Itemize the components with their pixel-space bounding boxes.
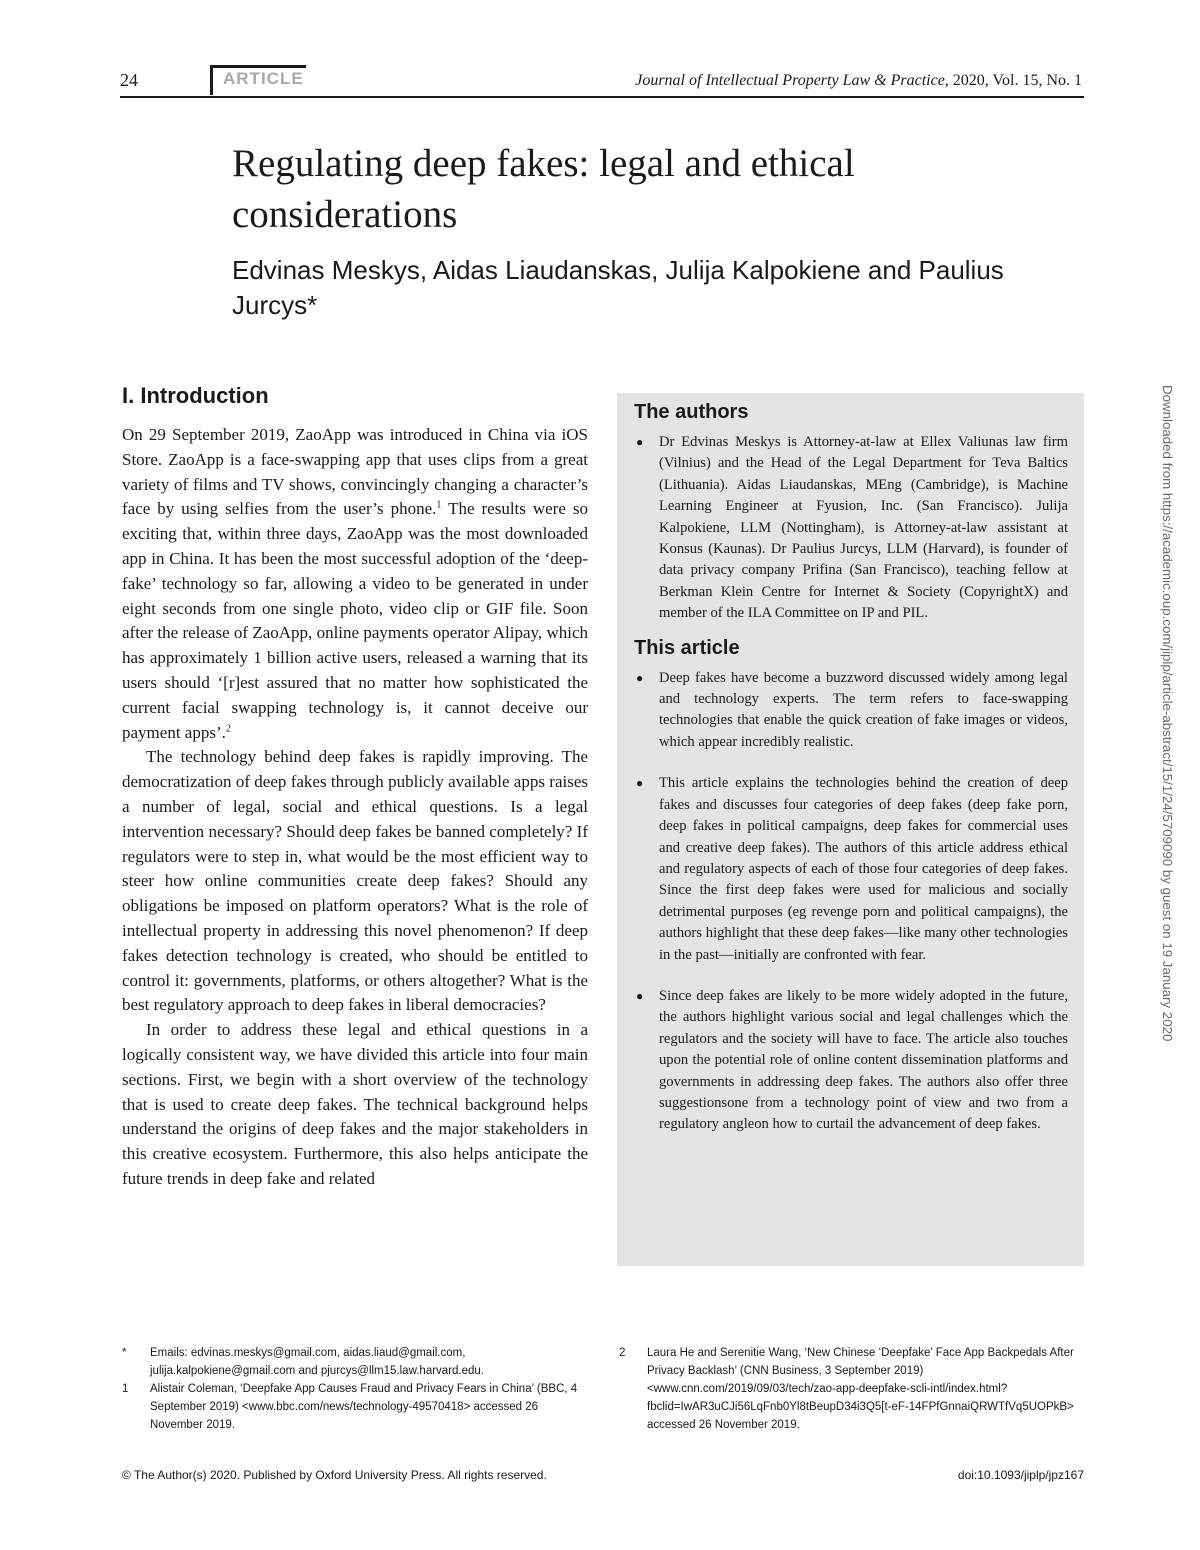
authors-bio: Dr Edvinas Meskys is Attorney-at-law at Ellex Valiunas law firm (Vilnius) and the Head of the Legal Department for Teva Baltics (Lithuania). Aidas Liaudanskas, MEng (Cambridge), is Machine Learning Engineer at Fyusion, Inc. (San Francisco). Julija Kalpokiene, LLM (Nottingham), is Attorney-at-law assistant at Konsus (Kaunas). Dr Paulius Jurcys, LLM (Harvard), is founder of data privacy company Prifina (San Francisco), teaching fellow at Berkman Klein Centre for Internet & Society (CopyrightX) and member of the ILA Committee on IP and PIL.	[659, 434, 1068, 622]
bullet-icon: ●	[636, 435, 644, 449]
bullet-icon: ●	[636, 988, 644, 1003]
intro-p1-part-b: The results were so exciting that, within three days, ZaoApp was the most downloaded app in China. It has been the most successful adoption of the ‘deep-fake’ technology so far, allowing a video to be generated in under eight seconds from one single photo, video clip or GIF file. Soon after the release of ZaoApp, online payments operator Alipay, which has approximately 1 billion active users, released a warning that its users should ‘[r]est assured that no matter how sophisticated the current facial swapping technology is, it cannot deceive our payment apps’.	[122, 499, 588, 742]
intro-paragraph-3: In order to address these legal and ethical questions in a logically consistent way, we have divided this article into four main sections. First, we begin with a short overview of the technology that is used to create deep fakes. The technical background helps understand the origins of deep fakes and the major stakeholders in this creative ecosystem. Furthermore, this also helps anticipate the future trends in deep fake and related	[122, 1020, 588, 1188]
summary-box	[617, 393, 1084, 1266]
section-heading-introduction: I. Introduction	[122, 383, 269, 408]
bullet-icon: ●	[636, 776, 644, 791]
article-title: Regulating deep fakes: legal and ethical considerations	[232, 142, 855, 236]
box-heading-authors: The authors	[634, 401, 749, 423]
footnote-number: 1	[122, 1383, 129, 1395]
summary-item-1: Deep fakes have become a buzzword discussed widely among legal and technology experts. The term refers to face-swapping technologies that enable the quick creation of fake images or videos, which appear incredibly realistic.	[659, 669, 1068, 750]
footnote-ref-2[interactable]: 2	[225, 722, 231, 734]
authors-list	[634, 432, 1068, 625]
summary-item-2: This article explains the technologies behind the creation of deep fakes and discusses four categories of deep fakes (deep fake porn, deep fakes in political campaigns, deep fakes for commercial uses and creative deep fakes). The authors of this article address ethical and regulatory aspects of each of those four categories of deep fakes. Since the first deep fakes were used for malicious and socially detrimental purposes (eg revenge porn and political campaigns), the authors highlight that these deep fakes—like many other technologies in the past—initially are confronted with fear.	[659, 775, 1068, 963]
footnote-1	[122, 1380, 592, 1434]
intro-p1-part-a: On 29 September 2019, ZaoApp was introduced in China via iOS Store. ZaoApp is a face-swapping app that uses clips from a great variety of films and TV shows, convincingly changing a character’s face by using selfies from the user’s phone.	[122, 425, 588, 519]
header-rule	[120, 96, 1084, 98]
list-item	[634, 432, 1068, 625]
doi: doi:10.1093/jiplp/jpz167	[957, 1468, 1084, 1482]
intro-paragraph-2: The technology behind deep fakes is rapidly improving. The democratization of deep fakes through publicly available apps raises a number of legal, social and ethical questions. Is a legal intervention necessary? Should deep fakes be banned completely? If regulators were to step in, what would be the most efficient way to steer how online communities create deep fakes? Should any obligations be imposed on platform operators? What is the role of intellectual property in addressing this novel phenomenon? If deep fakes detection technology is created, who should be entitled to control it: governments, platforms, or others altogether? What is the best regulatory approach to deep fakes in liberal democracies?	[122, 747, 588, 1015]
section-label: ARTICLE	[210, 65, 306, 95]
footnotes-left	[122, 1344, 592, 1434]
footnote-number: 2	[619, 1347, 626, 1359]
download-watermark: Downloaded from https://academic.oup.com/jiplp/article-abstract/15/1/24/5709090 by guest on 19 January 2020	[1160, 385, 1175, 1042]
footnote-ref-1[interactable]: 1	[436, 499, 442, 511]
footnote-2	[619, 1344, 1084, 1434]
main-column	[122, 383, 588, 1192]
footnote-text: Laura He and Serenitie Wang, ‘New Chinese ‘Deepfake’ Face App Backpedals After Privacy Backlash’ (CNN Business, 3 September 2019) <www.cnn.com/2019/09/03/tech/zao-app-deepfake-scli-intl/index.html?fbclid=IwAR3uCJi56LqFnb0Yl8tBeupD34i3Q5[t-eF-14FPfGnnaiQRWTfVq5UOPkB> accessed 26 November 2019.	[647, 1347, 1074, 1431]
footnote-star	[122, 1344, 592, 1380]
summary-item-3: Since deep fakes are likely to be more widely adopted in the future, the authors highlight various social and legal challenges which the regulators and the society will have to face. The article also touches upon the potential role of online content dissemination platforms and governments in addressing deep fakes. The authors also offer three suggestionsone from a technology point of view and two from a regulatory angleon how to curtail the advancement of deep fakes.	[659, 987, 1068, 1133]
bullet-icon: ●	[636, 670, 644, 685]
footnote-number: *	[122, 1347, 127, 1359]
journal-details: , 2020, Vol. 15, No. 1	[944, 72, 1082, 89]
journal-name: Journal of Intellectual Property Law & Practice	[635, 72, 945, 89]
list-item	[634, 773, 1068, 966]
page-number: 24	[120, 70, 138, 90]
list-item	[634, 668, 1068, 754]
journal-citation	[635, 72, 1082, 90]
footnotes-right	[619, 1344, 1084, 1434]
intro-paragraph-1	[122, 423, 588, 745]
list-item	[634, 986, 1068, 1136]
box-heading-article: This article	[634, 636, 740, 659]
footnote-text: Alistair Coleman, ‘Deepfake App Causes Fraud and Privacy Fears in China’ (BBC, 4 September 2019) <www.bbc.com/news/technology-49570418> accessed 26 November 2019.	[150, 1383, 578, 1431]
copyright-notice: © The Author(s) 2020. Published by Oxford University Press. All rights reserved.	[122, 1468, 547, 1482]
footnote-text: Emails: edvinas.meskys@gmail.com, aidas.liaud@gmail.com, julija.kalpokiene@gmail.com and pjurcys@llm15.law.harvard.edu.	[150, 1347, 485, 1377]
article-authors: Edvinas Meskys, Aidas Liaudanskas, Julija Kalpokiene and Paulius Jurcys*	[232, 255, 1004, 320]
article-summary-list	[634, 668, 1068, 1136]
